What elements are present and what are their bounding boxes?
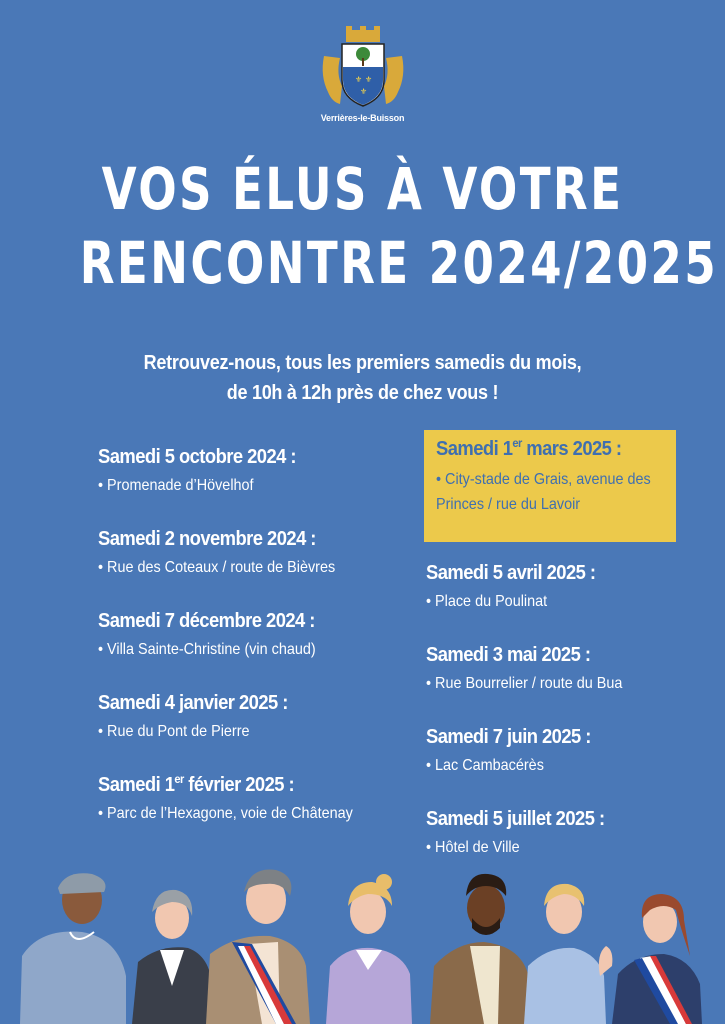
event-item (426, 644, 725, 693)
title-line-1: VOS ÉLUS À VOTRE (101, 155, 624, 223)
person-woman-sash-icon (599, 894, 702, 1024)
highlighted-event (424, 430, 676, 542)
person-mayor-sash-icon (206, 869, 310, 1024)
event-date-prefix: Samedi 1 (436, 438, 513, 460)
event-item (426, 726, 725, 775)
event-place: • City-stade de Grais, avenue des Princes / rue du Lavoir (436, 467, 670, 517)
event-date: Samedi 5 juillet 2025 : (426, 808, 605, 830)
svg-text:⚜: ⚜ (364, 75, 372, 84)
event-place: • Rue Bourrelier / route du Bua (426, 675, 714, 693)
subtitle-line-2: de 10h à 12h près de chez vous ! (226, 382, 499, 404)
svg-text:⚜: ⚜ (354, 75, 362, 84)
event-item (98, 774, 418, 823)
event-date: Samedi 7 décembre 2024 : (98, 610, 315, 632)
event-date: Samedi 5 avril 2025 : (426, 562, 596, 584)
event-date-ordinal: er (512, 436, 522, 450)
event-item (98, 528, 418, 577)
town-logo (0, 26, 725, 123)
event-place: • Lac Cambacérès (426, 757, 714, 775)
person-man-coat-icon (430, 874, 530, 1024)
person-hoodie-icon (20, 873, 126, 1024)
subtitle (36, 348, 689, 408)
event-place: • Rue des Coteaux / route de Bièvres (98, 559, 386, 577)
subtitle-line-1: Retrouvez-nous, tous les premiers samedis du mois, (143, 352, 582, 374)
event-place: • Villa Sainte-Christine (vin chaud) (98, 641, 386, 659)
person-young-man-icon (524, 884, 606, 1024)
event-item (98, 610, 418, 659)
event-date: Samedi 2 novembre 2024 : (98, 528, 316, 550)
event-date: Samedi 4 janvier 2025 : (98, 692, 288, 714)
event-date-ordinal: er (174, 772, 184, 786)
event-item (98, 692, 418, 741)
event-date-suffix: février 2025 : (183, 774, 295, 796)
event-date: Samedi 5 octobre 2024 : (98, 446, 296, 468)
event-place: • Hôtel de Ville (426, 839, 714, 857)
person-woman-lavender-icon (326, 874, 412, 1024)
svg-text:⚜: ⚜ (359, 87, 367, 96)
event-item (426, 562, 725, 611)
event-place: • Place du Poulinat (426, 593, 714, 611)
event-item (98, 446, 418, 495)
title-line-2: RENCONTRE 2024/2025 (79, 229, 719, 297)
person-woman-blazer-icon (132, 890, 212, 1024)
town-name: Verrières-le-Buisson (320, 113, 405, 123)
page-title (79, 152, 719, 300)
event-place: • Promenade d’Hövelhof (98, 477, 386, 495)
coat-of-arms-icon (318, 26, 408, 110)
event-date: Samedi 3 mai 2025 : (426, 644, 591, 666)
event-date (436, 438, 646, 461)
event-place: • Rue du Pont de Pierre (98, 723, 386, 741)
event-date (98, 774, 392, 797)
elected-officials-illustration (0, 866, 725, 1024)
event-item (426, 808, 725, 857)
event-date: Samedi 7 juin 2025 : (426, 726, 591, 748)
event-date-prefix: Samedi 1 (98, 774, 175, 796)
event-date-suffix: mars 2025 : (521, 438, 622, 460)
event-place: • Parc de l’Hexagone, voie de Châtenay (98, 805, 386, 823)
